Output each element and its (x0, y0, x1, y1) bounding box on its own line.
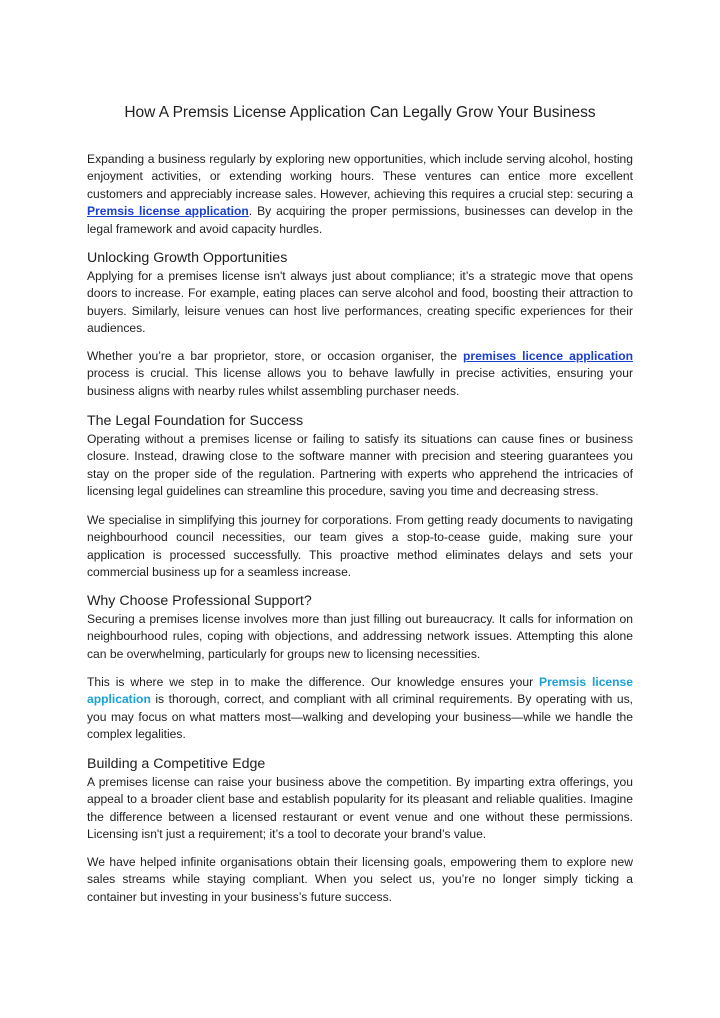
section3-p2-text-end: is thorough, correct, and compliant with all criminal requirements. By operating with us, you may focus on what matters most—walking and developing your business—while we handle the complex legalities. (87, 692, 633, 742)
premises-licence-link[interactable]: premises licence application (463, 349, 633, 363)
section3-paragraph-2 (87, 674, 633, 744)
section1-paragraph-2 (87, 348, 633, 400)
premsis-license-link-2[interactable]: Premsis license application (87, 675, 634, 707)
page-title: How A Premsis License Application Can Legally Grow Your Business (124, 104, 596, 121)
section1-p2-text-end: process is crucial. This license allows you to behave lawfully in precise activities, ensuring your business aligns with nearby rules whilst assembling purchaser needs. (87, 366, 633, 398)
section4-paragraph-1: A premises license can raise your business above the competition. By imparting extra offerings, you appeal to a broader client base and establish popularity for its pleasant and reliable qualities. Imagine the difference between a licensed restaurant or event venue and one without these permissions. Licensing isn't just a requirement; it’s a tool to decorate your brand’s value. (87, 775, 633, 842)
section2-paragraph-1: Operating without a premises license or failing to satisfy its situations can cause fines or business closure. Instead, drawing close to the software manner with precision and steering guarantees you stay on the proper side of the regulation. Partnering with experts who apprehend the intricacies of licensing legal guidelines can streamline this procedure, saving you time and decreasing stress. (87, 432, 633, 499)
heading-legal-foundation: The Legal Foundation for Success (87, 413, 304, 429)
premsis-license-link[interactable]: Premsis license application (87, 204, 249, 219)
section2-paragraph-2: We specialise in simplifying this journey for corporations. From getting ready documents to navigating neighbourhood council necessities, our team gives a stop-to-cease guide, making sure your application is processed successfully. This proactive method eliminates delays and sets your commercial business up for a seamless increase. (87, 513, 633, 580)
heading-competitive-edge: Building a Competitive Edge (87, 756, 266, 772)
heading-unlocking-growth: Unlocking Growth Opportunities (87, 250, 288, 266)
heading-professional-support: Why Choose Professional Support? (87, 593, 312, 609)
intro-paragraph (87, 151, 633, 238)
section4-paragraph-2: We have helped infinite organisations obtain their licensing goals, empowering them to explore new sales streams while staying compliant. When you select us, you’re no longer simply ticking a container but investing in your business’s future success. (87, 855, 633, 904)
intro-text: Expanding a business regularly by exploring new opportunities, which include serving alcohol, hosting enjoyment activities, or extending working hours. These ventures can entice more excellent customers and appreciably increase sales. However, achieving this requires a crucial step: securing a (87, 152, 633, 201)
intro-text-end: . By acquiring the proper permissions, businesses can develop in the legal framework and avoid capacity hurdles. (87, 204, 633, 236)
section1-paragraph-1: Applying for a premises license isn't always just about compliance; it’s a strategic move that opens doors to increase. For example, eating places can serve alcohol and food, boosting their attraction to buyers. Similarly, leisure venues can host live performances, creating specific experiences for their audiences. (87, 269, 633, 336)
section3-paragraph-1: Securing a premises license involves more than just filling out bureaucracy. It calls for information on neighbourhood rules, coping with objections, and addressing network issues. Attempting this alone can be overwhelming, particularly for groups new to licensing necessities. (87, 612, 633, 661)
section1-p2-text: Whether you’re a bar proprietor, store, or occasion organiser, the (87, 349, 464, 363)
section3-p2-text: This is where we step in to make the difference. Our knowledge ensures your (87, 675, 540, 689)
